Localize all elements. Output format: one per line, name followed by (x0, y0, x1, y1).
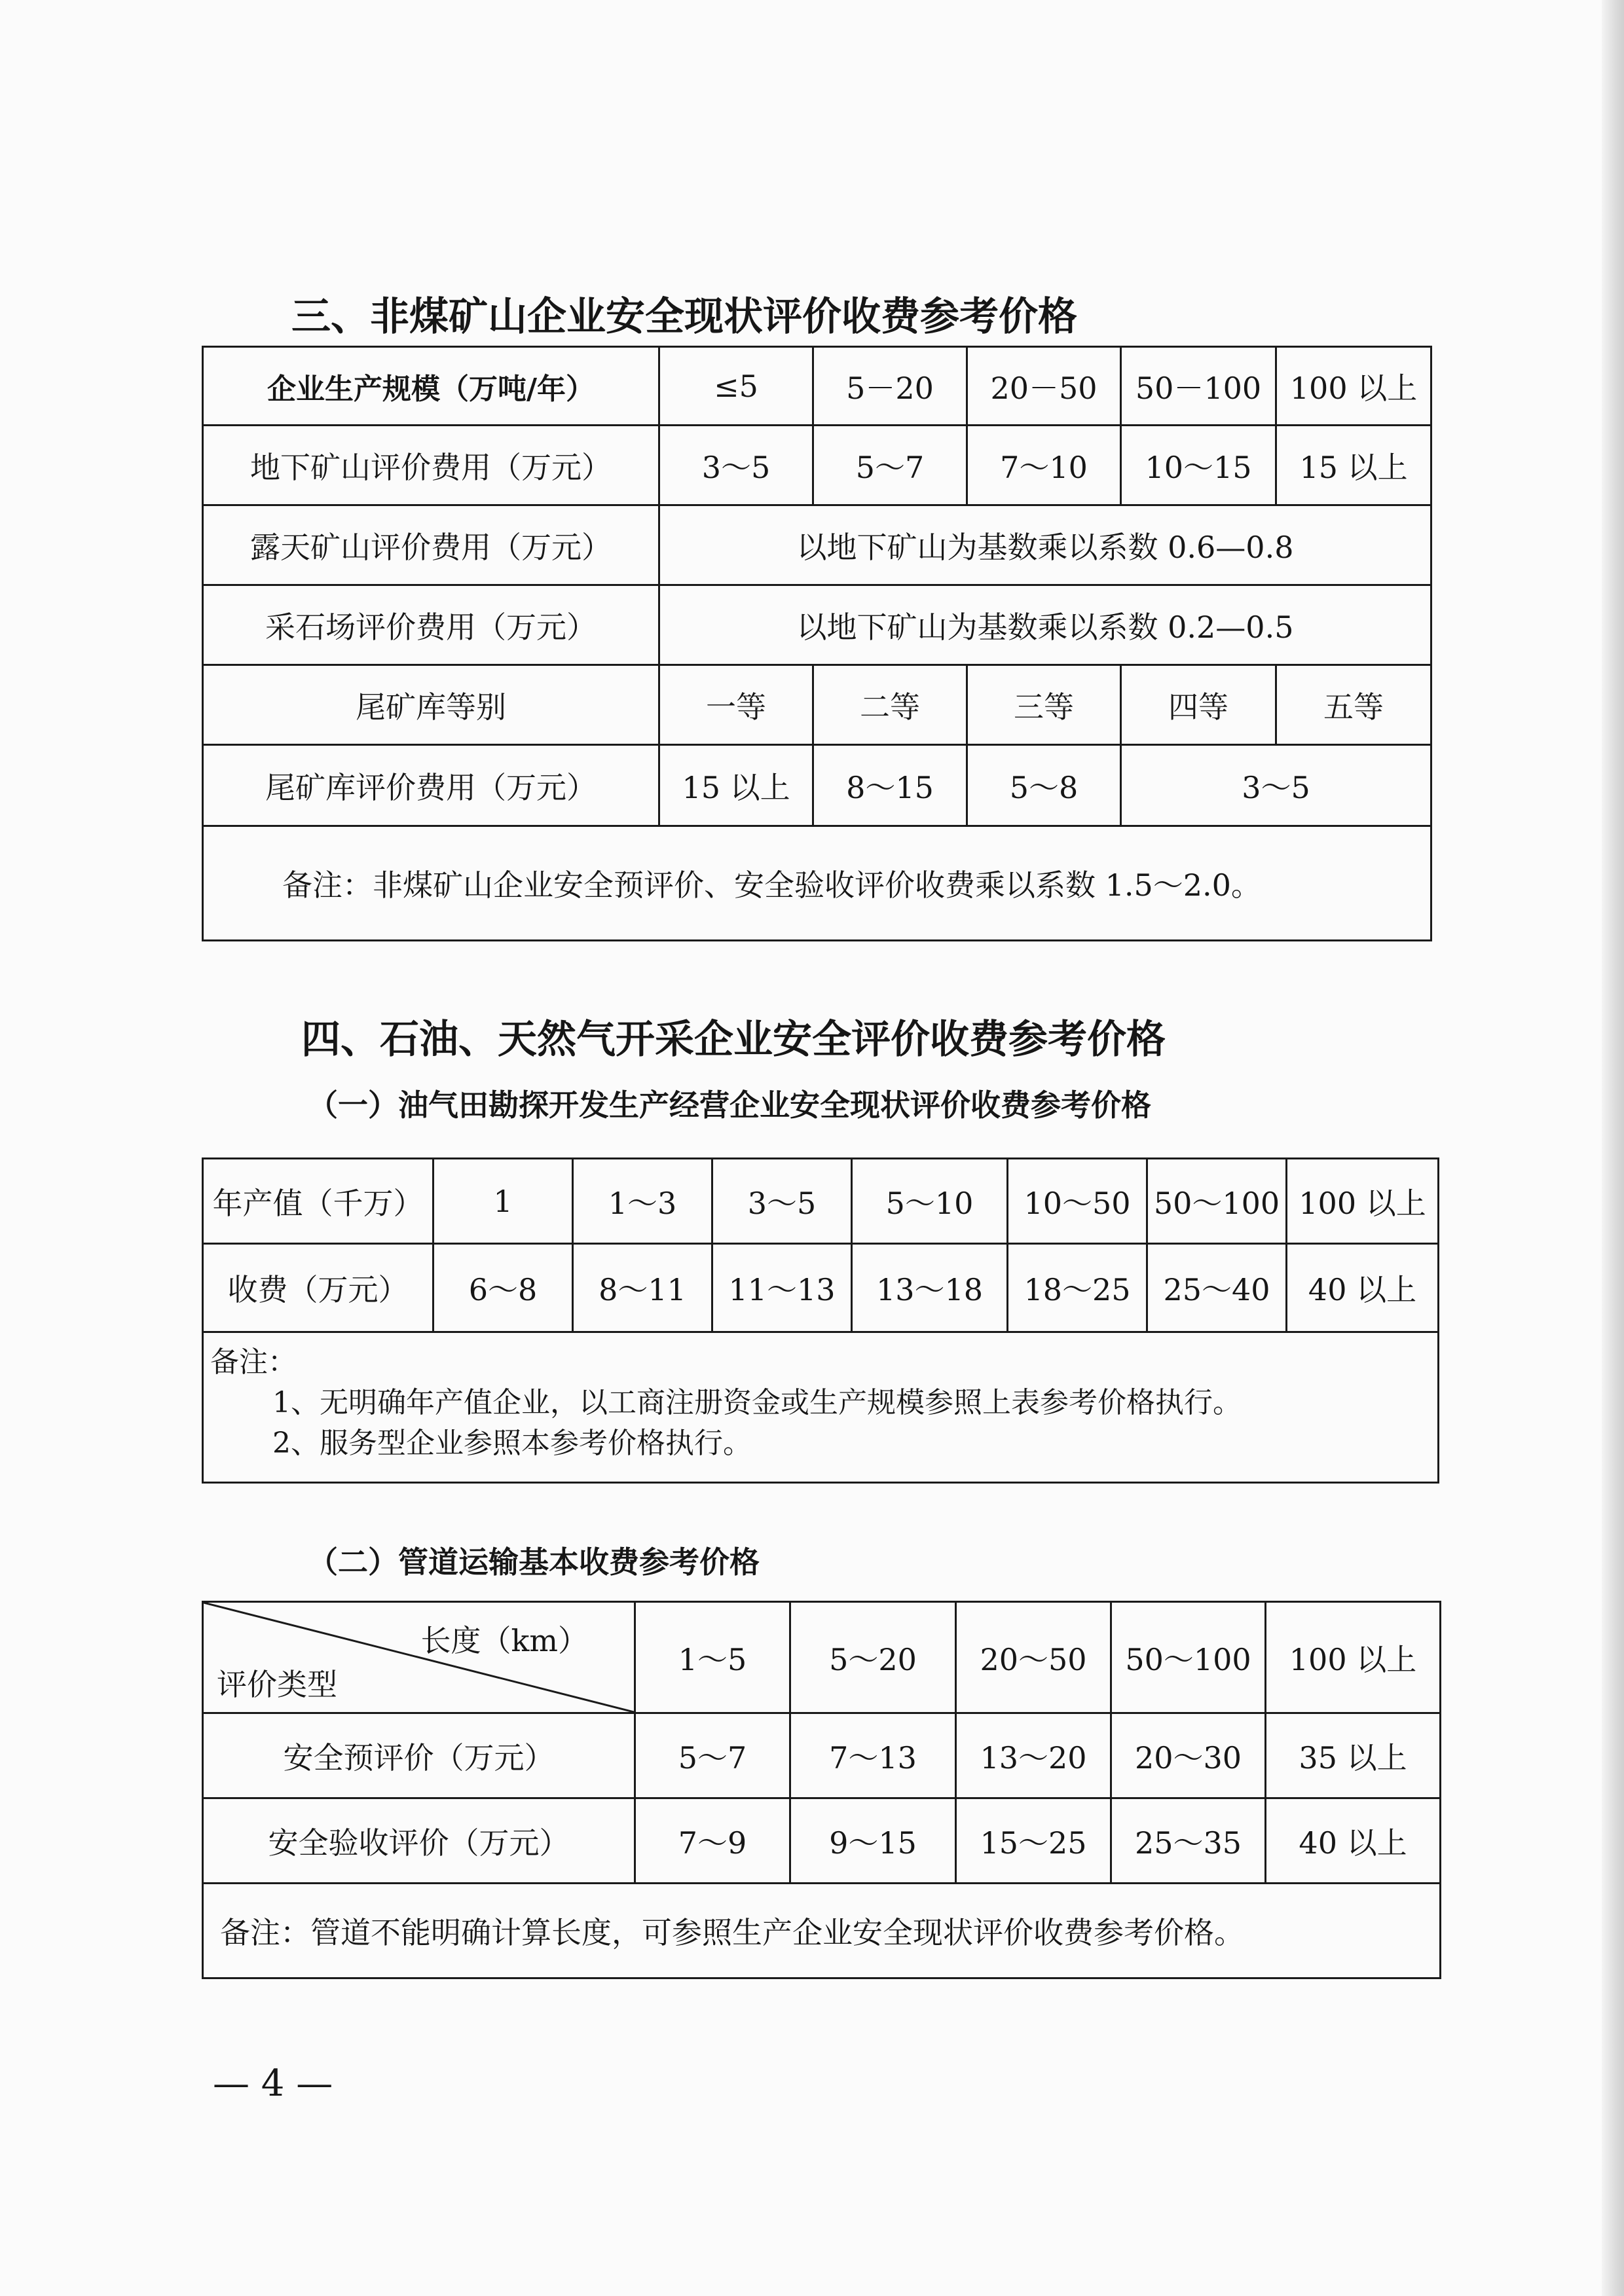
row-label: 地下矿山评价费用（万元） (203, 426, 659, 505)
table-cell: 5～20 (790, 1602, 956, 1713)
table-row (203, 505, 1431, 585)
table-row (203, 826, 1431, 941)
oil-gas-field-table (202, 1157, 1439, 1484)
note-item: 2、服务型企业参照本参考价格执行。 (272, 1427, 752, 1460)
table-cell: 25～40 (1147, 1244, 1287, 1332)
table-cell: 3～5 (712, 1159, 852, 1244)
table-row (203, 665, 1431, 745)
table-cell: 10～15 (1121, 426, 1276, 505)
table-cell: 15 以上 (1276, 426, 1431, 505)
table-cell: 7～10 (967, 426, 1121, 505)
table-cell: 15～25 (956, 1798, 1111, 1884)
table-note: 备注：管道不能明确计算长度，可参照生产企业安全现状评价收费参考价格。 (203, 1884, 1441, 1978)
table-cell: 四等 (1121, 665, 1276, 745)
table-row (203, 745, 1431, 826)
table-cell: 5～8 (967, 745, 1121, 826)
table-cell: 9～15 (790, 1798, 956, 1884)
non-coal-mine-table (202, 346, 1432, 941)
table-cell: 100 以上 (1287, 1159, 1439, 1244)
table-cell: 35 以上 (1266, 1713, 1441, 1798)
diagonal-header-cell (203, 1602, 635, 1713)
table-cell: 50～100 (1111, 1602, 1266, 1713)
table-cell: 50～100 (1147, 1159, 1287, 1244)
table-cell: 5～10 (852, 1159, 1008, 1244)
row-label: 采石场评价费用（万元） (203, 585, 659, 665)
table-cell: 50－100 (1121, 347, 1276, 426)
table-cell: 100 以上 (1276, 347, 1431, 426)
table-cell: 以地下矿山为基数乘以系数 0.6—0.8 (659, 505, 1431, 585)
table-cell: 8～11 (573, 1244, 712, 1332)
table-cell: 8～15 (813, 745, 967, 826)
page-number: — 4 — (213, 2062, 333, 2105)
table-cell: 6～8 (434, 1244, 573, 1332)
section4-title: 四、石油、天然气开采企业安全评价收费参考价格 (301, 1017, 1166, 1063)
row-label: 年产值（千万） (203, 1159, 434, 1244)
table-cell: 20－50 (967, 347, 1121, 426)
row-label: 尾矿库等别 (203, 665, 659, 745)
table-cell: 15 以上 (659, 745, 813, 826)
table-cell: 20～50 (956, 1602, 1111, 1713)
table-cell: 5～7 (813, 426, 967, 505)
table-cell: 10～50 (1008, 1159, 1147, 1244)
scan-edge (1602, 0, 1624, 2296)
table-cell: 25～35 (1111, 1798, 1266, 1884)
table-cell: 3～5 (659, 426, 813, 505)
table-cell: 一等 (659, 665, 813, 745)
table-cell: 18～25 (1008, 1244, 1147, 1332)
type-label: 评价类型 (217, 1667, 337, 1702)
table-cell: 20～30 (1111, 1713, 1266, 1798)
table-row (203, 1602, 1441, 1713)
table-cell: 1～5 (635, 1602, 790, 1713)
table-cell: 1 (434, 1159, 573, 1244)
table-cell: ≤5 (659, 347, 813, 426)
row-label: 收费（万元） (203, 1244, 434, 1332)
table-cell: 以地下矿山为基数乘以系数 0.2—0.5 (659, 585, 1431, 665)
table-row (203, 426, 1431, 505)
row-label: 尾矿库评价费用（万元） (203, 745, 659, 826)
table-row (203, 1159, 1439, 1244)
table-row (203, 1713, 1441, 1798)
table-cell: 13～18 (852, 1244, 1008, 1332)
pipeline-table (202, 1601, 1441, 1979)
table-row (203, 1798, 1441, 1884)
table-cell: 7～9 (635, 1798, 790, 1884)
note-item: 1、无明确年产值企业，以工商注册资金或生产规模参照上表参考价格执行。 (272, 1386, 1242, 1419)
table-row (203, 585, 1431, 665)
table-note (203, 1332, 1439, 1483)
note-title: 备注： (210, 1345, 297, 1379)
table-row (203, 347, 1431, 426)
length-label: 长度（km） (420, 1623, 588, 1658)
table-cell: 1～3 (573, 1159, 712, 1244)
subsection1-title: （一）油气田勘探开发生产经营企业安全现状评价收费参考价格 (308, 1087, 1151, 1123)
table-cell: 13～20 (956, 1713, 1111, 1798)
table-note: 备注：非煤矿山企业安全预评价、安全验收评价收费乘以系数 1.5～2.0。 (203, 826, 1431, 941)
table-cell: 五等 (1276, 665, 1431, 745)
table-cell: 5－20 (813, 347, 967, 426)
row-label: 安全预评价（万元） (203, 1713, 635, 1798)
table-row (203, 1884, 1441, 1978)
row-label: 露天矿山评价费用（万元） (203, 505, 659, 585)
subsection2-title: （二）管道运输基本收费参考价格 (308, 1544, 760, 1580)
table-cell: 二等 (813, 665, 967, 745)
table-cell: 40 以上 (1287, 1244, 1439, 1332)
table-cell: 3～5 (1121, 745, 1431, 826)
table-cell: 7～13 (790, 1713, 956, 1798)
table-cell: 40 以上 (1266, 1798, 1441, 1884)
table-cell: 100 以上 (1266, 1602, 1441, 1713)
table-row (203, 1332, 1439, 1483)
table-cell: 三等 (967, 665, 1121, 745)
section3-title: 三、非煤矿山企业安全现状评价收费参考价格 (291, 294, 1077, 340)
table-cell: 5～7 (635, 1713, 790, 1798)
row-label: 企业生产规模（万吨/年） (203, 347, 659, 426)
table-row (203, 1244, 1439, 1332)
table-cell: 11～13 (712, 1244, 852, 1332)
row-label: 安全验收评价（万元） (203, 1798, 635, 1884)
